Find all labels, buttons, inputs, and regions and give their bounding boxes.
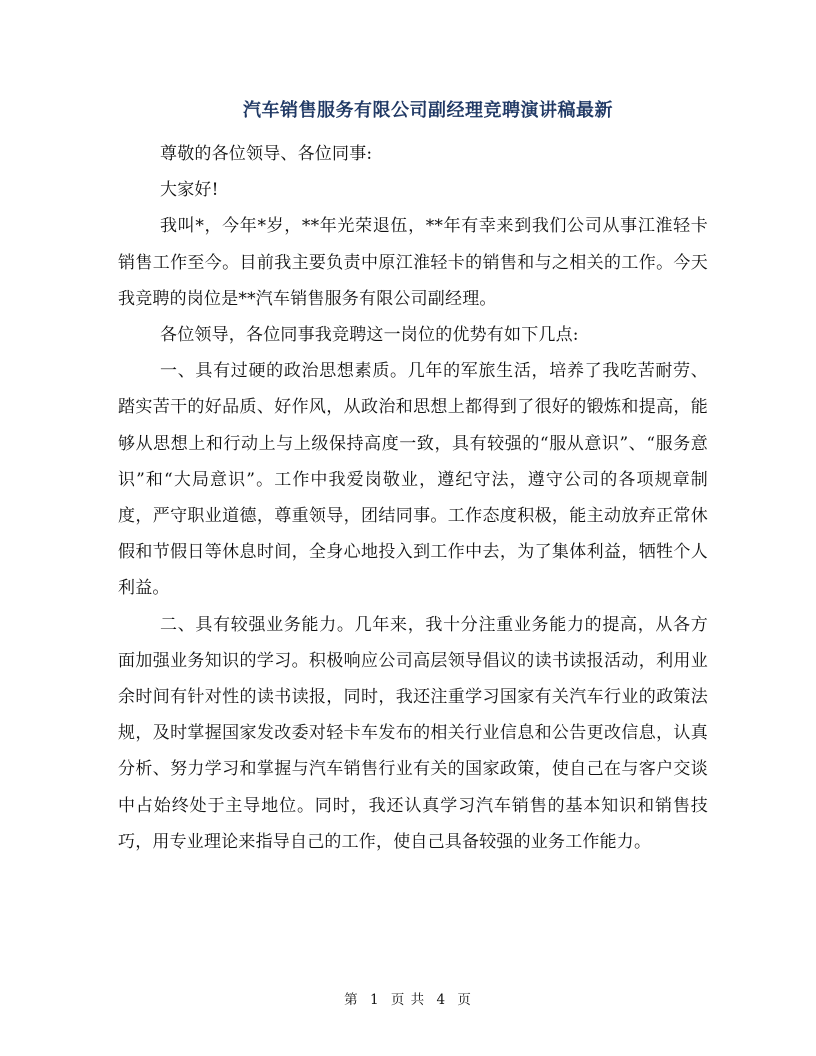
page-footer — [0, 988, 816, 1008]
footer-page-number: 1 — [369, 992, 380, 1008]
paragraph-introduction: 我叫*，今年*岁，**年光荣退伍，**年有幸来到我们公司从事江淮轻卡销售工作至今。目前我主要负责中原江淮轻卡的销售和与之相关的工作。今天我竞聘的岗位是**汽车销售服务有限公司副经理。 — [118, 216, 708, 309]
document-body — [118, 136, 708, 860]
paragraph-salutation: 尊敬的各位领导、各位同事: — [160, 144, 373, 164]
paragraph-advantages-lead: 各位领导，各位同事我竞聘这一岗位的优势有如下几点: — [160, 325, 579, 346]
footer-prefix: 第 — [344, 992, 359, 1008]
paragraph-point-one: 一、具有过硬的政治思想素质。几年的军旅生活，培养了我吃苦耐劳、踏实苦干的好品质、好作风，从政治和思想上都得到了很好的锻炼和提高，能够从思想上和行动上与上级保持高度一致，具有较强的“服从意识”、“服务意识”和“大局意识”。工作中我爱岗敬业，遵纪守法，遵守公司的各项规章制度，严守职业道德，尊重领导，团结同事。工作态度积极，能主动放弃正常休假和节假日等休息时间，全身心地投入到工作中去，为了集体利益，牺牲个人利益。 — [118, 361, 708, 599]
footer-suffix: 页 — [457, 992, 472, 1008]
document-title: 汽车销售服务有限公司副经理竞聘演讲稿最新 — [243, 100, 613, 121]
paragraph-point-two: 二、具有较强业务能力。几年来，我十分注重业务能力的提高，从各方面加强业务知识的学习。积极响应公司高层领导倡议的读书读报活动，利用业余时间有针对性的读书读报，同时，我还注重学习国家有关汽车行业的政策法规，及时掌握国家发改委对轻卡车发布的相关行业信息和公告更改信息，认真分析、努力学习和掌握与汽车销售行业有关的国家政策，使自己在与客户交谈中占始终处于主导地位。同时，我还认真学习汽车销售的基本知识和销售技巧，用专业理论来指导自己的工作，使自己具备较强的业务工作能力。 — [118, 614, 708, 852]
footer-total-pages: 4 — [436, 992, 447, 1008]
paragraph-greeting: 大家好! — [160, 180, 219, 201]
footer-middle: 页 共 — [390, 992, 426, 1008]
